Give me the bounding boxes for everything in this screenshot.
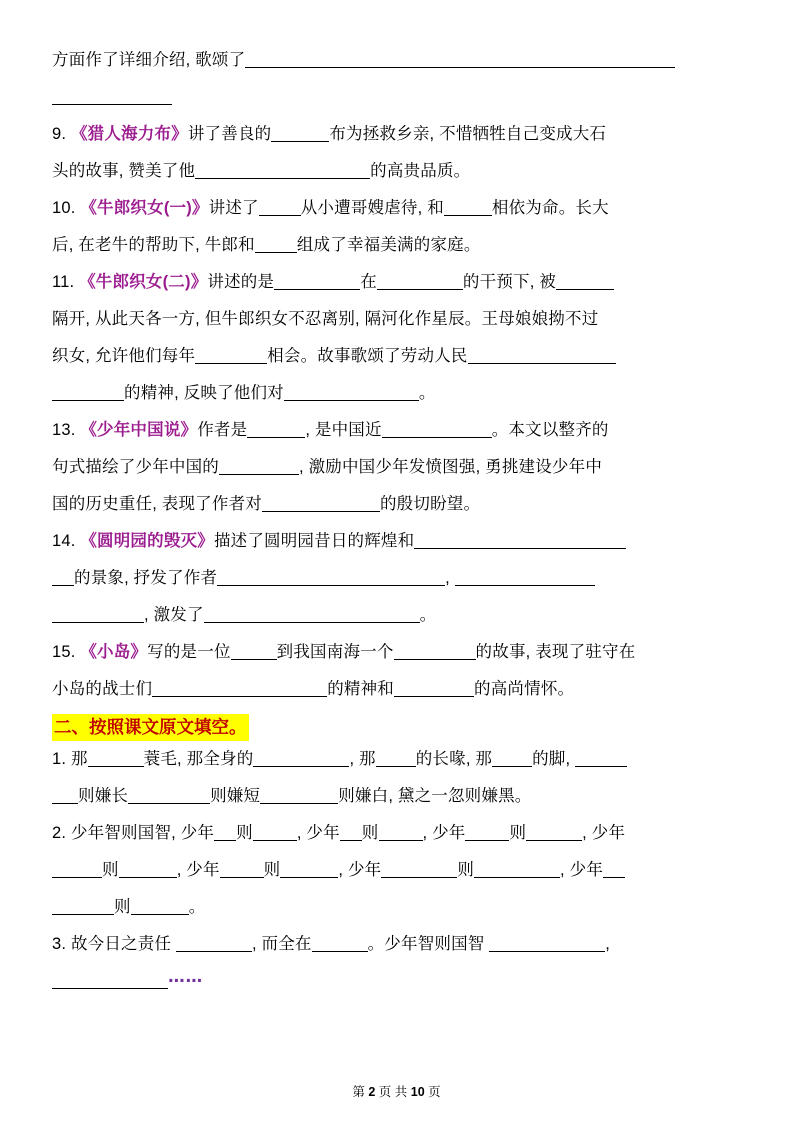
question-line: [52, 264, 741, 301]
body-text: 的干预下, 被: [462, 273, 556, 291]
body-text: , 少年: [582, 824, 626, 842]
body-text: , 少年: [338, 861, 382, 879]
fill-in-blank[interactable]: [474, 860, 560, 878]
body-text: 则: [114, 898, 131, 916]
text-title: 《牛郎织女(一)》: [80, 199, 209, 217]
fill-in-blank[interactable]: [131, 897, 189, 915]
body-text: 国的历史重任, 表现了作者对: [52, 495, 262, 513]
fill-in-blank[interactable]: [52, 897, 114, 915]
question-line: [52, 634, 741, 671]
body-text: , 激发了: [144, 606, 204, 624]
fill-in-blank[interactable]: [271, 124, 329, 142]
body-text: , 那: [349, 750, 376, 768]
fill-in-blank[interactable]: [231, 642, 277, 660]
fill-in-blank[interactable]: [217, 568, 445, 586]
body-text: 。本文以整齐的: [491, 421, 609, 439]
body-text: 描述了圆明园昔日的辉煌和: [213, 532, 415, 550]
fill-in-blank[interactable]: [176, 934, 252, 952]
section-heading-wrapper: [52, 714, 741, 741]
body-text: 则: [236, 824, 253, 842]
question-line: [52, 560, 741, 597]
question-line: [52, 153, 741, 190]
fill-in-blank[interactable]: [455, 568, 595, 586]
question-line: [52, 79, 741, 116]
body-text: 的景象, 抒发了作者: [74, 569, 218, 587]
body-text: ,: [605, 935, 611, 953]
question-line: [52, 301, 741, 338]
fill-in-blank[interactable]: [259, 198, 301, 216]
fill-in-blank[interactable]: [195, 161, 370, 179]
item-number: 3.: [52, 935, 71, 953]
fill-in-blank[interactable]: [253, 823, 297, 841]
fill-line: [52, 889, 741, 926]
question-line: [52, 190, 741, 227]
fill-in-blank[interactable]: [214, 823, 236, 841]
fill-in-blank[interactable]: [468, 346, 616, 364]
body-text: , 是中国近: [305, 421, 382, 439]
body-text: 。: [419, 606, 437, 624]
fill-in-blank[interactable]: [377, 272, 463, 290]
fill-line: [52, 815, 741, 852]
body-text: 。: [418, 384, 436, 402]
body-text: 少年智则国智, 少年: [70, 824, 215, 842]
fill-in-blank[interactable]: [52, 860, 102, 878]
footer-prefix: 第: [352, 1085, 365, 1099]
body-text: 句式描绘了少年中国的: [52, 458, 219, 476]
item-number: 9.: [52, 125, 71, 143]
body-text: 的精神, 反映了他们对: [124, 384, 284, 402]
text-title: 《牛郎织女(二)》: [79, 273, 208, 291]
question-line: [52, 412, 741, 449]
body-text: 那: [70, 750, 88, 768]
text-title: 《猎人海力布》: [70, 125, 188, 143]
fill-in-blank[interactable]: [52, 786, 78, 804]
body-text: 相会。故事歌颂了劳动人民: [267, 347, 468, 365]
body-text: , 少年: [176, 861, 220, 879]
fill-in-blank[interactable]: [312, 934, 368, 952]
body-text: , 而全在: [251, 935, 312, 953]
exercise-section-two: [52, 741, 741, 1000]
question-line: [52, 227, 741, 264]
fill-in-blank[interactable]: [603, 860, 625, 878]
fill-in-blank[interactable]: [88, 749, 144, 767]
fill-in-blank[interactable]: [394, 642, 476, 660]
question-line: [52, 449, 741, 486]
body-text: 头的故事, 赞美了他: [52, 162, 196, 180]
fill-in-blank[interactable]: [381, 860, 457, 878]
footer-middle: 页 共: [378, 1085, 408, 1099]
body-text: 讲了善良的: [187, 125, 272, 143]
section-heading: 二、按照课文原文填空。: [52, 714, 249, 741]
fill-in-blank[interactable]: [556, 272, 614, 290]
fill-line: [52, 778, 741, 815]
fill-in-blank[interactable]: [245, 50, 675, 68]
fill-in-blank[interactable]: [444, 198, 492, 216]
fill-in-blank[interactable]: [52, 971, 168, 989]
body-text: 则: [102, 861, 119, 879]
fill-in-blank[interactable]: [575, 749, 627, 767]
fill-in-blank[interactable]: [492, 749, 532, 767]
body-text: 的高贵品质。: [370, 162, 471, 180]
fill-in-blank[interactable]: [262, 494, 380, 512]
body-text: 小岛的战士们: [52, 680, 153, 698]
fill-in-blank[interactable]: [414, 531, 626, 549]
fill-line: [52, 926, 741, 963]
fill-in-blank[interactable]: [220, 860, 264, 878]
item-number: 10.: [52, 199, 81, 217]
fill-in-blank[interactable]: [253, 749, 349, 767]
body-text: 故今日之责任: [70, 935, 176, 953]
body-text: 后, 在老牛的帮助下, 牛郎和: [52, 236, 255, 254]
text-title: 《小岛》: [80, 643, 148, 661]
body-text: 方面作了详细介绍, 歌颂了: [52, 51, 246, 69]
body-text: 的高尚情怀。: [474, 680, 575, 698]
body-text: ,: [445, 569, 455, 587]
body-text: 的故事, 表现了驻守在: [475, 643, 636, 661]
question-line: [52, 597, 741, 634]
body-text: 则: [509, 824, 527, 842]
body-text: 蓑毛, 那全身的: [143, 750, 254, 768]
fill-line: [52, 741, 741, 778]
body-text: 。: [188, 898, 206, 916]
body-text: 作者是: [197, 421, 248, 439]
fill-in-blank[interactable]: [284, 383, 419, 401]
body-text: 则: [361, 824, 379, 842]
body-text: 隔开, 从此天各一方, 但牛郎织女不忍离别, 隔河化作星辰。王母娘娘拗不过: [52, 310, 599, 328]
body-text: , 少年: [296, 824, 340, 842]
body-text: , 少年: [422, 824, 466, 842]
body-text: 则: [263, 861, 281, 879]
body-text: 的精神和: [327, 680, 395, 698]
body-text: 讲述的是: [207, 273, 275, 291]
text-title: 《圆明园的毁灭》: [80, 532, 214, 550]
fill-in-blank[interactable]: [526, 823, 582, 841]
item-number: 13.: [52, 421, 81, 439]
item-number: 11.: [52, 273, 80, 291]
body-text: 织女, 允许他们每年: [52, 347, 196, 365]
fill-in-blank[interactable]: [489, 934, 605, 952]
body-text: 到我国南海一个: [276, 643, 394, 661]
fill-line: [52, 963, 741, 1000]
fill-in-blank[interactable]: [379, 823, 423, 841]
body-text: 则嫌短: [210, 787, 261, 805]
fill-in-blank[interactable]: [152, 679, 327, 697]
fill-in-blank[interactable]: [204, 605, 420, 623]
fill-in-blank[interactable]: [280, 860, 338, 878]
item-number: 2.: [52, 824, 71, 842]
item-number: 1.: [52, 750, 71, 768]
fill-line: [52, 852, 741, 889]
question-line: [52, 375, 741, 412]
body-text: 则嫌长: [78, 787, 129, 805]
body-text: 。少年智则国智: [367, 935, 490, 953]
body-text: 则: [457, 861, 475, 879]
fill-in-blank[interactable]: [247, 420, 305, 438]
body-text: 的脚,: [532, 750, 576, 768]
footer-suffix: 页: [428, 1085, 441, 1099]
fill-in-blank[interactable]: [52, 87, 172, 105]
body-text: 的殷切盼望。: [379, 495, 481, 513]
footer-page-number: 2: [368, 1085, 376, 1099]
question-line: [52, 338, 741, 375]
body-text: 从小遭哥嫂虐待, 和: [300, 199, 444, 217]
body-text: 相依为命。长大: [491, 199, 609, 217]
body-text: , 少年: [560, 861, 604, 879]
fill-in-blank[interactable]: [255, 235, 297, 253]
fill-in-blank[interactable]: [376, 749, 416, 767]
fill-in-blank[interactable]: [52, 383, 124, 401]
body-text: , 激励中国少年发愤图强, 勇挑建设少年中: [299, 458, 603, 476]
body-text: 布为拯救乡亲, 不惜牺牲自己变成大石: [329, 125, 607, 143]
footer-total-pages: 10: [410, 1085, 425, 1099]
item-number: 14.: [52, 532, 81, 550]
fill-in-blank[interactable]: [394, 679, 474, 697]
question-line: [52, 42, 741, 79]
fill-in-blank[interactable]: [382, 420, 492, 438]
fill-in-blank[interactable]: [260, 786, 338, 804]
body-text: 的长喙, 那: [415, 750, 493, 768]
fill-in-blank[interactable]: [195, 346, 267, 364]
body-text: 组成了幸福美满的家庭。: [296, 236, 481, 254]
body-text: 则嫌白, 黛之一忽则嫌黑。: [338, 787, 532, 805]
ellipsis-mark: ⋯⋯: [168, 972, 203, 990]
fill-in-blank[interactable]: [52, 568, 74, 586]
fill-in-blank[interactable]: [340, 823, 362, 841]
body-text: 讲述了: [208, 199, 259, 217]
fill-in-blank[interactable]: [119, 860, 177, 878]
body-text: 写的是一位: [147, 643, 231, 661]
body-text: 在: [360, 273, 377, 291]
fill-in-blank[interactable]: [128, 786, 210, 804]
item-number: 15.: [52, 643, 81, 661]
question-line: [52, 116, 741, 153]
fill-in-blank[interactable]: [52, 605, 144, 623]
question-line: [52, 486, 741, 523]
exercise-section-one: [52, 42, 741, 708]
fill-in-blank[interactable]: [219, 457, 299, 475]
fill-in-blank[interactable]: [465, 823, 509, 841]
question-line: [52, 671, 741, 708]
page-footer: [0, 1082, 793, 1100]
question-line: [52, 523, 741, 560]
text-title: 《少年中国说》: [80, 421, 198, 439]
fill-in-blank[interactable]: [274, 272, 360, 290]
